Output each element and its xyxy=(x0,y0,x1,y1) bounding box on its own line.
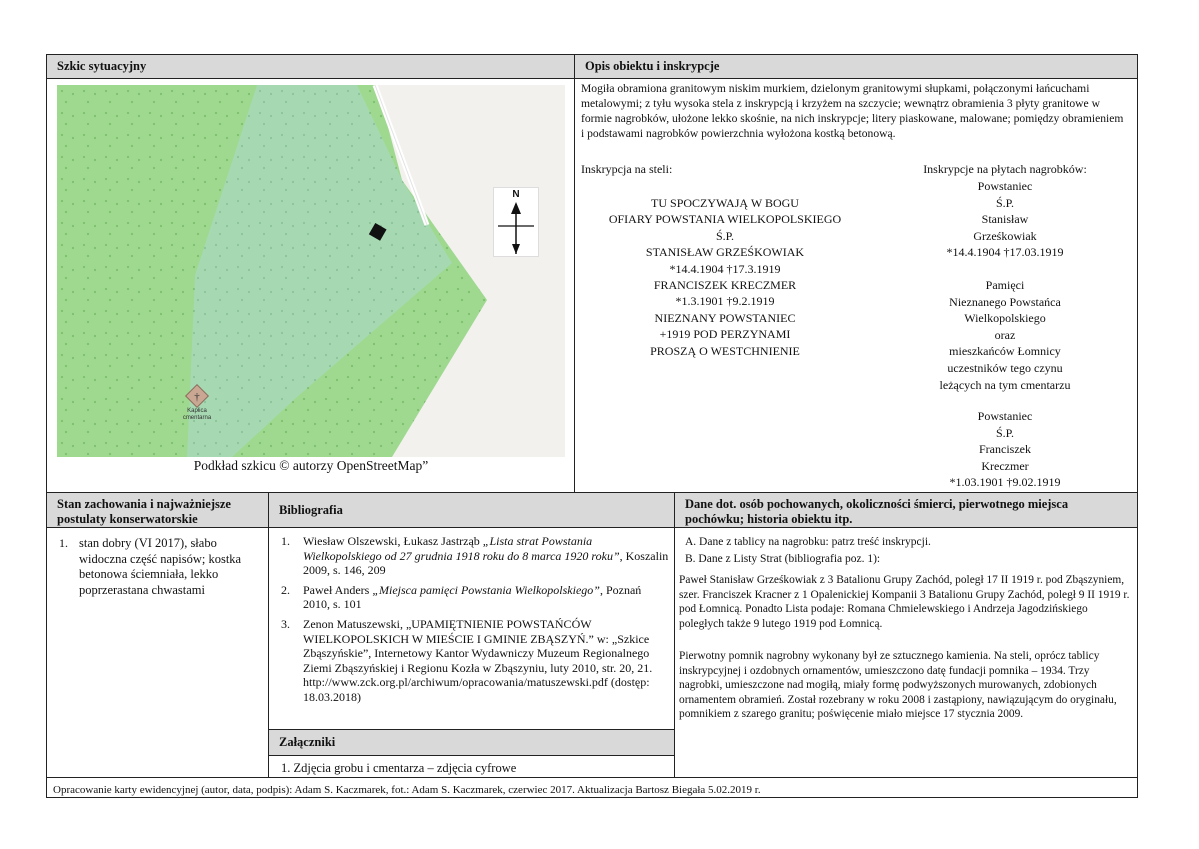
persons-section xyxy=(675,493,1137,777)
plate-3-inscription: Powstaniec Ś.P. Franciszek Kreczmer *1.03.1901 †9.02.1919 xyxy=(949,409,1061,490)
description-paragraph: Mogiła obramiona granitowym niskim murkiem, dzielonym granitowymi słupkami, połączonymi łańcuchami metalowymi; z tyłu wysoka stela z inskrypcją i krzyżem na szczycie; wewnątrz obramienia 3 płyty granitowe w formie nagrobków, ułożone lekko skośnie, na nich inskrypcje; litery piaskowane, malowane; pomiędzy obramieniem i podstawami nagrobków powierzchnia wyłożona kostką betonową. xyxy=(581,82,1124,140)
svg-text:†: † xyxy=(194,391,200,403)
bibliography-header: Bibliografia xyxy=(269,493,675,528)
persons-paragraph-1: Paweł Stanisław Grześkowiak z 3 Batalionu Grupy Zachód, poległ 17 II 1919 r. pod Zbąszyniem, szer. Franciszek Kracner z 1 Opalenickiej Kompanii 3 Batalionu Grupy Zachód, poległ 9 II 1919 r. pod Łomnicą. Ponadto Lista podaje: Romana Chmielewskiego i Andrzeja Jagodzińskiego poległych także 9 lutego 1919 pod Łomnicą. xyxy=(679,574,1130,630)
stele-heading: Inskrypcja na steli: xyxy=(581,162,673,176)
condition-section xyxy=(47,493,269,777)
map-svg xyxy=(57,85,565,457)
attachments-item: 1. Zdjęcia grobu i cmentarza – zdjęcia cyfrowe xyxy=(281,761,517,775)
plate-2-inscription: Pamięci Nieznanego Powstańca Wielkopolskiego oraz mieszkańców Łomnicy uczestników tego czynu leżących na tym cmentarzu xyxy=(939,278,1071,392)
bibliography-item: 1. Wiesław Olszewski, Łukasz Jastrząb „Lista strat Powstania Wielkopolskiego od 27 grudnia 1918 roku do 8 marca 1920 roku”, Koszalin 2009, s. 146, 209 xyxy=(281,534,669,578)
footer-author-note: Opracowanie karty ewidencyjnej (autor, data, podpis): Adam S. Kaczmarek, fot.: Adam S. Kaczmarek, czerwiec 2017. Aktualizacja Bartosz Biegała 5.02.2019 r. xyxy=(53,784,761,796)
situational-section xyxy=(47,55,575,493)
compass-n-label: N xyxy=(512,189,520,200)
bibliography-list xyxy=(281,534,669,710)
bibliography-item: 3. Zenon Matuszewski, „UPAMIĘTNIENIE POWSTAŃCÓW WIELKOPOLSKICH W MIEŚCIE I GMINIE ZBĄSZYŃ.” w: „Szkice Zbąszyńskie”, Internetowy Kantor Wydawniczy Muzeum Regionalnego Ziemi Zbąszyńskiej i Regionu Kozła w Zbąszyniu, luty 2010, str. 20, 21. http://www.zck.org.pl/archiwum/opracowania/matuszewski.pdf (dostęp: 18.03.2018) xyxy=(281,616,653,704)
persons-item-b: B. Dane z Listy Strat (bibliografia poz. 1): xyxy=(685,553,881,565)
stele-inscription: TU SPOCZYWAJĄ W BOGU OFIARY POWSTANIA WIELKOPOLSKIEGO Ś.P. STANISŁAW GRZEŚKOWIAK *14.4.1904 †17.3.1919 FRANCISZEK KRECZMER *1.3.1901 †9.2.1919 NIEZNANY POWSTANIEC +1919 POD PERZYNAMI PROSZĄ O WESTCHNIENIE xyxy=(608,196,842,358)
description-section xyxy=(575,55,1137,493)
chapel-label: Kaplica cmentarna xyxy=(182,408,212,421)
plates-heading: Inskrypcje na płytach nagrobków: xyxy=(923,162,1087,176)
persons-header: Dane dot. osób pochowanych, okoliczności śmierci, pierwotnego miejsca pochówku; historia obiektu itp. xyxy=(675,493,1137,528)
condition-item: 1. stan dobry (VI 2017), słabo widoczna część napisów; kostka betonowa ściemniała, lekko poprzerastana chwastami xyxy=(59,536,242,597)
condition-header: Stan zachowania i najważniejsze postulaty konserwatorskie xyxy=(47,493,269,528)
situational-header: Szkic sytuacyjny xyxy=(47,55,575,79)
map-caption: Podkład szkicu © autorzy OpenStreetMap” xyxy=(193,458,429,473)
bibliography-item: 2. Paweł Anders „Miejsca pamięci Powstania Wielkopolskiego”, Poznań 2010, s. 101 xyxy=(281,582,642,612)
bibliography-section xyxy=(269,493,675,777)
persons-item-a: A. Dane z tablicy na nagrobku: patrz treść inskrypcji. xyxy=(685,536,931,548)
persons-paragraph-2: Pierwotny pomnik nagrobny wykonany był ze sztucznego kamienia. Na steli, oprócz tablicy inskrypcyjnej i ozdobnych ornamentów, umieszczono datę fundacji pomnika – 1934. Trzy nagrobki, umieszczone nad mogiłą, miały formę podwyższonych murowanych, zdobionych ornamentem obramień. Został rozebrany w roku 2008 i zastąpiony, nawiązującym do oryginału, pomnikiem z szarego granitu; poświęcenie miało miejsce 17 stycznia 2009. xyxy=(679,650,1117,721)
compass xyxy=(493,187,539,257)
situational-map xyxy=(57,85,565,457)
plate-1-inscription: Powstaniec Ś.P. Stanisław Grześkowiak *14.4.1904 †17.03.1919 xyxy=(946,179,1064,260)
description-header: Opis obiektu i inskrypcje xyxy=(575,55,1137,79)
record-card-table xyxy=(46,54,1138,798)
attachments-header: Załączniki xyxy=(269,730,675,756)
